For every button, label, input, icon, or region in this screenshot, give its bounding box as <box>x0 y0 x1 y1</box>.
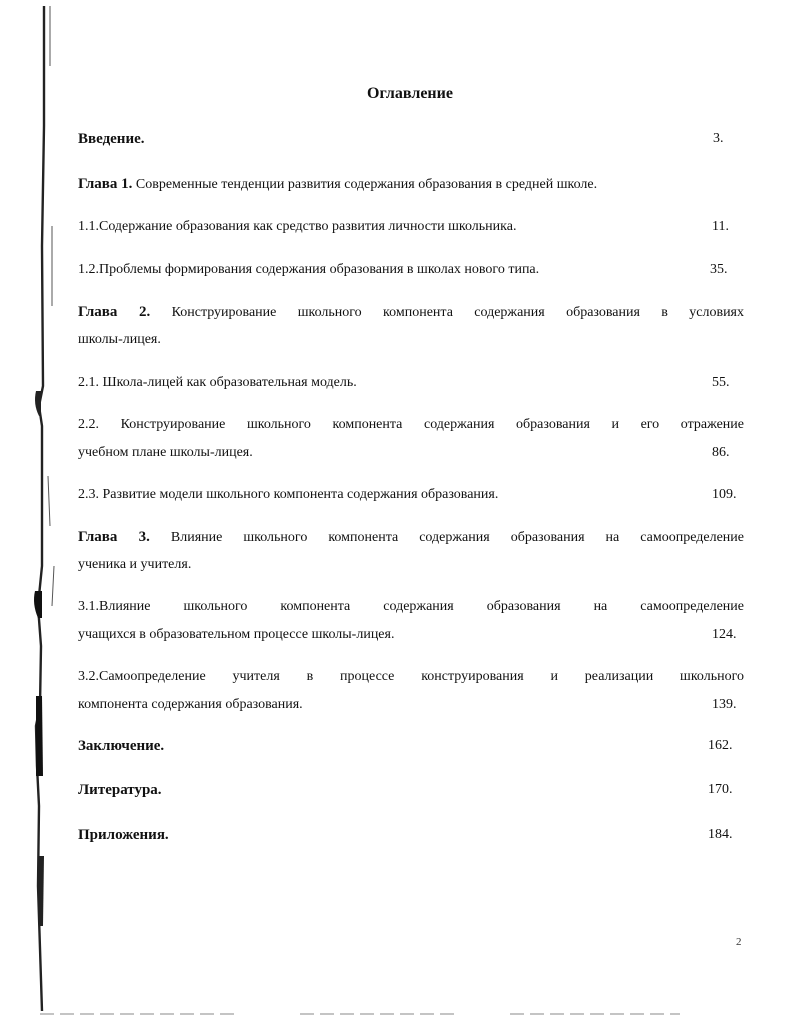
scan-edge-artifact <box>30 6 70 1011</box>
section-2-1-title: 2.1. Школа-лицей как образовательная модель. <box>78 375 357 390</box>
chapter-2-title-line2: школы-лицея. <box>78 332 161 347</box>
page-number: 2 <box>736 936 742 948</box>
section-3-1-title-line2: учащихся в образовательном процессе школы-лицея. <box>78 627 395 642</box>
scan-bottom-artifact <box>40 1013 680 1015</box>
toc-section-2-1 <box>78 369 744 397</box>
section-1-1-title: 1.1.Содержание образования как средство развития личности школьника. <box>78 219 517 234</box>
section-3-2-title-line2: компонента содержания образования. <box>78 697 303 712</box>
toc-chapter-2 <box>78 298 744 354</box>
toc-chapter-1 <box>78 170 738 198</box>
toc-chapter-3 <box>78 523 744 579</box>
section-2-3-title: 2.3. Развитие модели школьного компонента содержания образования. <box>78 487 499 502</box>
section-3-2-title-line1: 3.2.Самоопределение учителя в процессе конструирования и реализации школьного <box>78 669 744 684</box>
conclusion-label: Заключение. <box>78 738 165 754</box>
toc-entry-intro <box>78 125 728 153</box>
toc-entry-literature <box>78 776 744 804</box>
literature-label: Литература. <box>78 782 162 798</box>
section-3-2-page: 139. <box>712 697 737 712</box>
toc-section-3-2 <box>78 663 744 719</box>
toc-entry-appendix <box>78 821 744 849</box>
section-1-1-page: 11. <box>712 219 729 234</box>
appendix-label: Приложения. <box>78 827 169 843</box>
chapter-3-label: Глава 3. <box>78 529 150 545</box>
section-2-2-title-line1: 2.2. Конструирование школьного компонента содержания образования и его отражение <box>78 417 744 432</box>
chapter-1-label: Глава 1. <box>78 176 133 192</box>
section-2-1-page: 55. <box>712 375 730 390</box>
toc-section-1-2 <box>78 256 738 284</box>
chapter-3-title-line1: Влияние школьного компонента содержания образования на самоопределение <box>170 530 744 545</box>
toc-title: Оглавление <box>367 85 453 102</box>
section-2-2-title-line2: учебном плане школы-лицея. <box>78 445 253 460</box>
section-3-1-title-line1: 3.1.Влияние школьного компонента содержания образования на самоопределение <box>78 599 744 614</box>
chapter-2-label: Глава 2. <box>78 304 151 320</box>
toc-section-3-1 <box>78 593 744 649</box>
section-1-2-title: 1.2.Проблемы формирования содержания образования в школах нового типа. <box>78 262 540 277</box>
intro-label: Введение. <box>78 131 145 147</box>
section-3-1-page: 124. <box>712 627 737 642</box>
chapter-2-title-line1: Конструирование школьного компонента содержания образования в условиях <box>171 305 744 320</box>
toc-section-1-1 <box>78 213 738 241</box>
chapter-3-title-line2: ученика и учителя. <box>78 557 192 572</box>
conclusion-page: 162. <box>708 738 733 753</box>
chapter-1-title: Современные тенденции развития содержания образования в средней школе. <box>135 177 598 192</box>
toc-section-2-3 <box>78 481 744 509</box>
toc-entry-conclusion <box>78 732 744 760</box>
toc-section-2-2 <box>78 411 744 467</box>
literature-page: 170. <box>708 782 733 797</box>
section-1-2-page: 35. <box>710 262 728 277</box>
intro-page: 3. <box>713 131 724 146</box>
appendix-page: 184. <box>708 827 733 842</box>
section-2-2-page: 86. <box>712 445 730 460</box>
section-2-3-page: 109. <box>712 487 737 502</box>
